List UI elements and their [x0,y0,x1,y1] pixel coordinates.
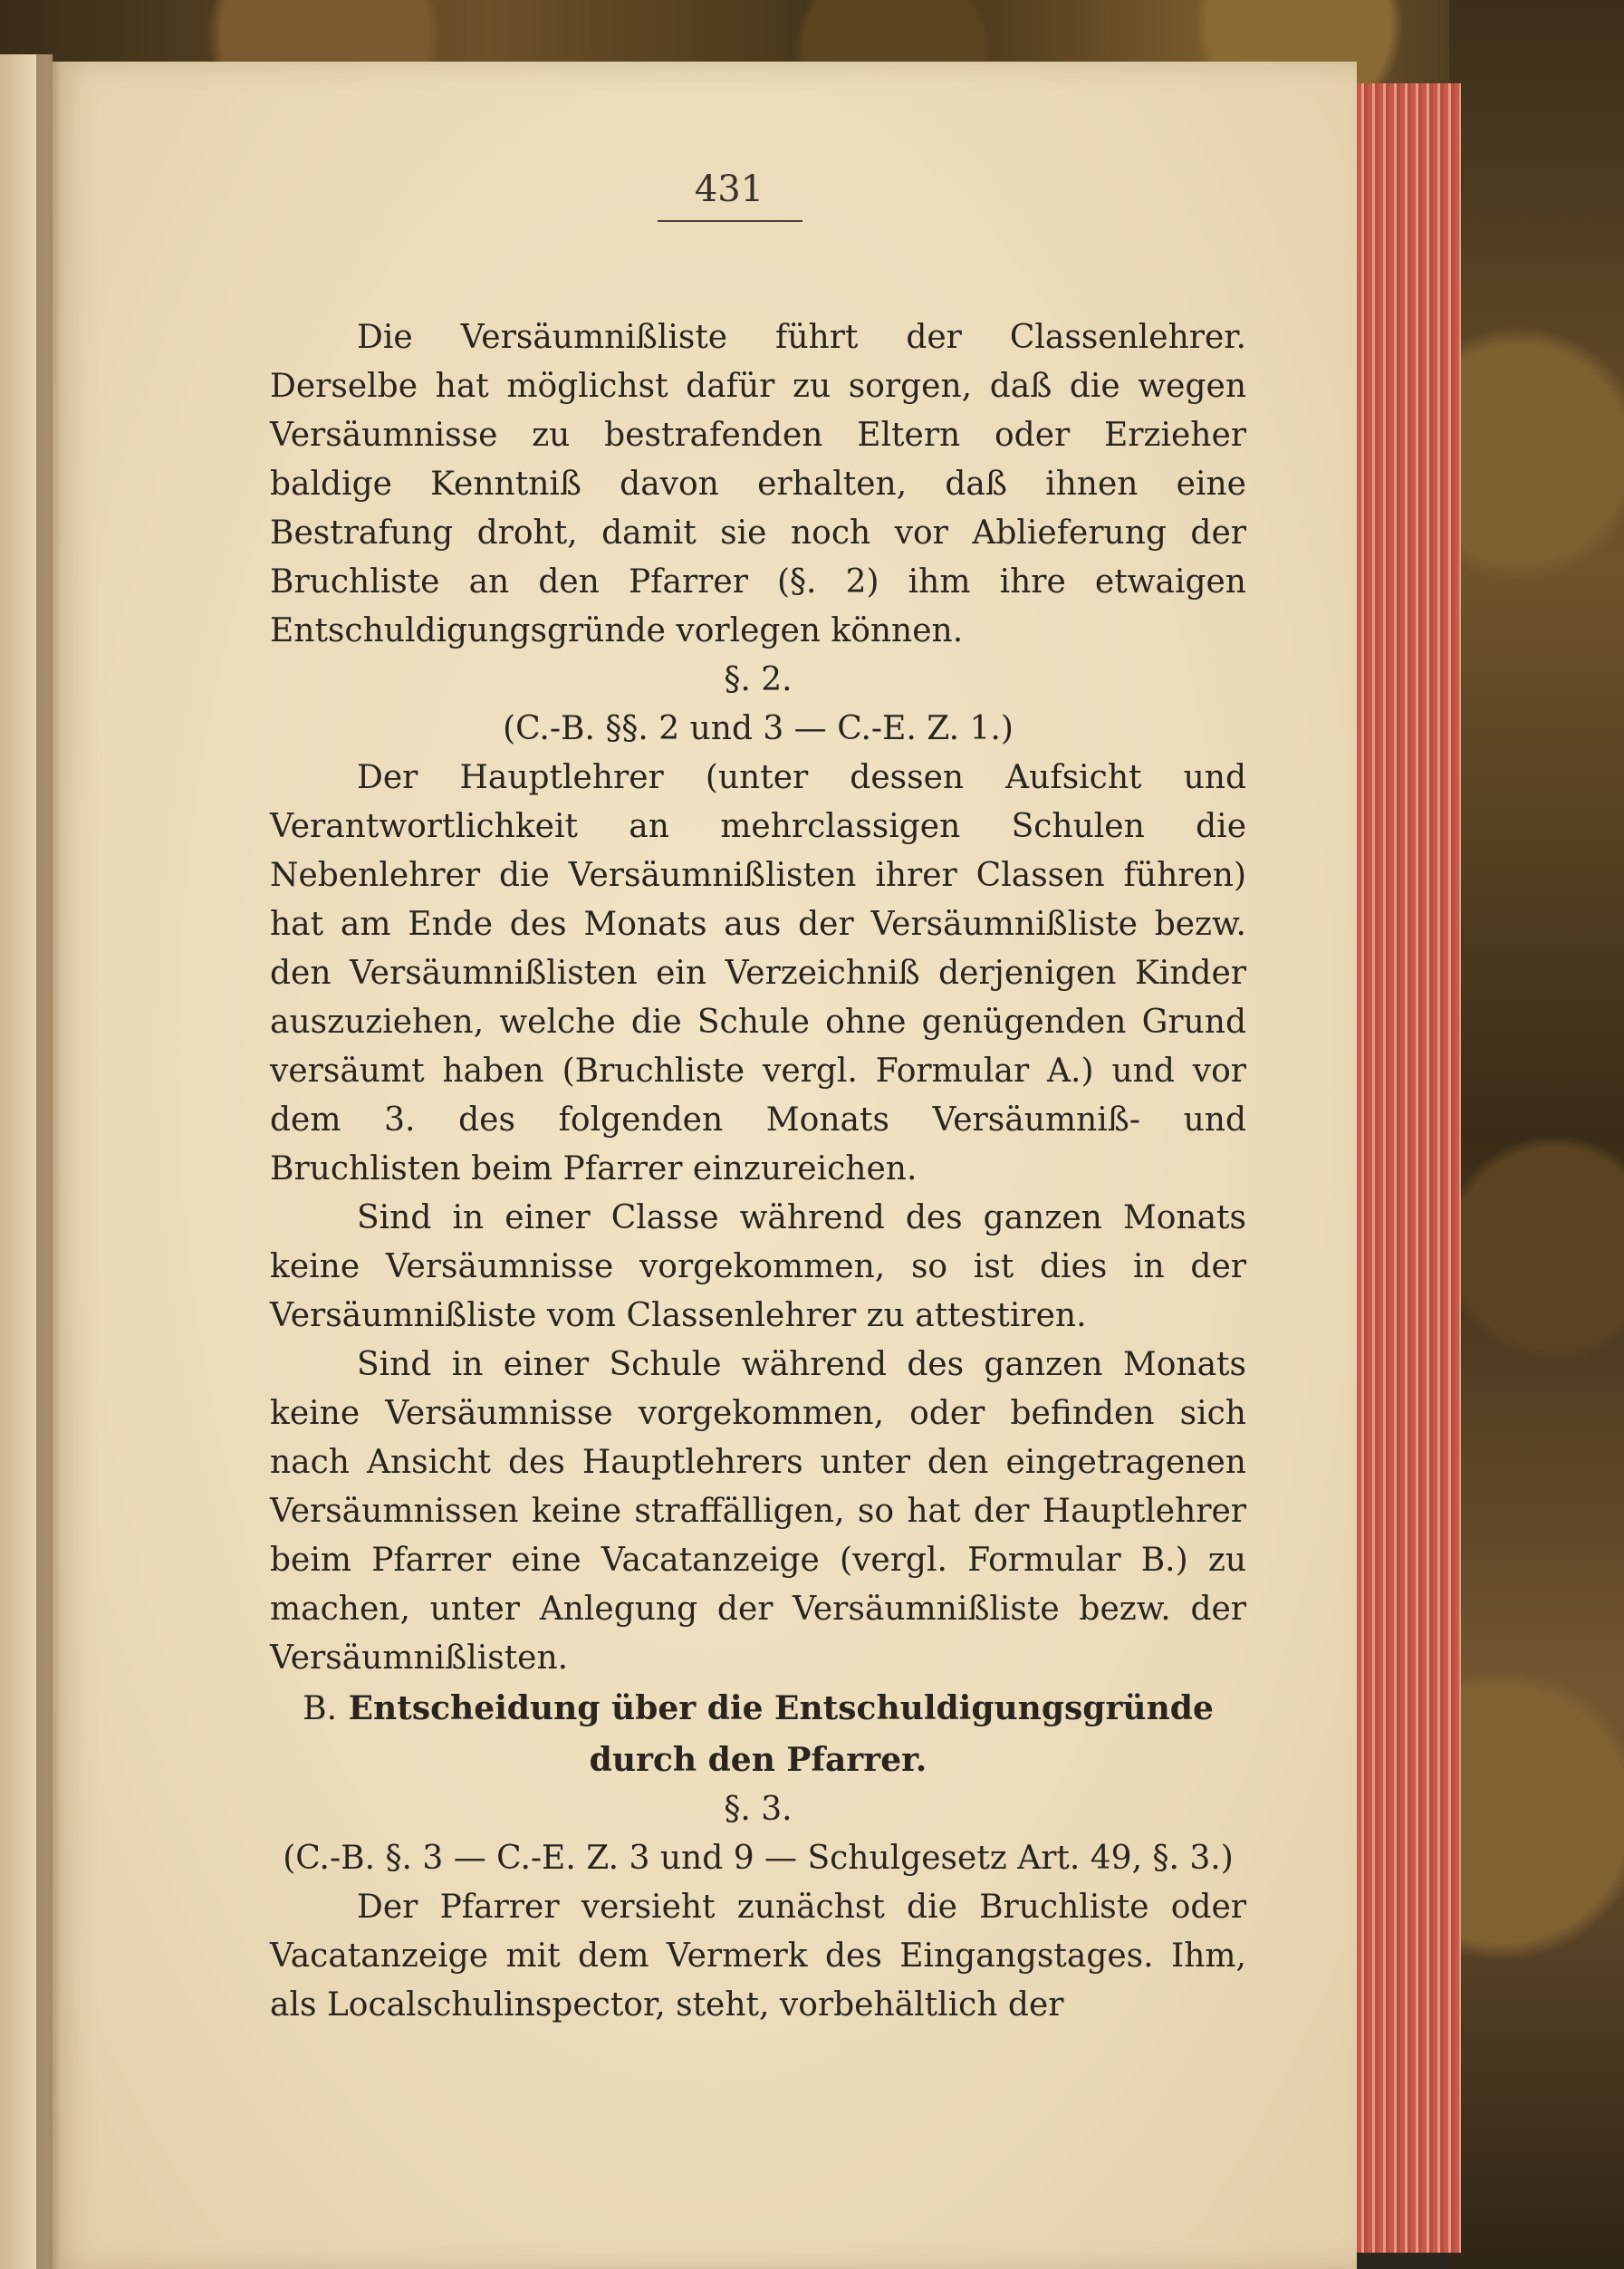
section-2-title: §. 2. [724,661,793,698]
section-2-reference: (C.-B. §§. 2 und 3 — C.-E. Z. 1.) [503,710,1014,747]
page-number: 431 [694,168,764,210]
section-3-title: §. 3. [724,1791,793,1828]
red-page-edges [1354,83,1461,2253]
paragraph-5: Der Pfarrer versieht zunächst die Bruchliste oder Vacatanzeige mit dem Vermerk des Eingangstages. Ihm, als Localschulinspector, steht, vorbehältlich der [270,1889,1246,2024]
binding-gutter-shadow [36,54,62,2269]
paragraph-2: Der Hauptlehrer (unter dessen Aufsicht und Verantwortlichkeit an mehrclassigen Schulen die Nebenlehrer die Versäumnißlisten ihrer Classen führen) hat am Ende des Monats aus der Versäumnißliste bezw. den Versäumnißlisten ein Verzeichniß derjenigen Kinder auszuziehen, welche die Schule ohne genügenden Grund versäumt haben (Bruchliste vergl. Formular A.) und vor dem 3. des folgenden Monats Versäumniß- und Bruchlisten beim Pfarrer einzureichen. [270,759,1246,1187]
paragraph-4: Sind in einer Schule während des ganzen Monats keine Versäumnisse vorgekommen, oder befinden sich nach Ansicht des Hauptlehrers unter den eingetragenen Versäumnissen keine straffälligen, so hat der Hauptlehrer beim Pfarrer eine Vacatanzeige (vergl. Formular B.) zu machen, unter Anlegung der Versäumnißliste bezw. der Versäumnißlisten. [270,1346,1246,1677]
paragraph-3: Sind in einer Classe während des ganzen Monats keine Versäumnisse vorgekommen, so ist dies in der Versäumnißliste vom Classenlehrer zu attestiren. [270,1199,1246,1334]
section-b-title: Entscheidung über die Entschuldigungsgründe durch den Pfarrer. [348,1689,1214,1779]
section-b-letter: B. [303,1690,338,1727]
section-b-heading [270,1683,1246,1785]
section-3-reference: (C.-B. §. 3 — C.-E. Z. 3 und 9 — Schulgesetz Art. 49, §. 3.) [283,1840,1234,1877]
paragraph-1: Die Versäumnißliste führt der Classenlehrer. Derselbe hat möglichst dafür zu sorgen, daß die wegen Versäumnisse zu bestrafenden Eltern oder Erzieher baldige Kenntniß davon erhalten, daß ihnen eine Bestrafung droht, damit sie noch vor Ablieferung der Bruchliste an den Pfarrer (§. 2) ihm ihre etwaigen Entschuldigungsgründe vorlegen können. [270,319,1246,649]
page-sheet [53,62,1357,2269]
page-body [270,313,1246,2030]
marbled-cover-right [1449,0,1624,2269]
header-rule [658,220,802,222]
